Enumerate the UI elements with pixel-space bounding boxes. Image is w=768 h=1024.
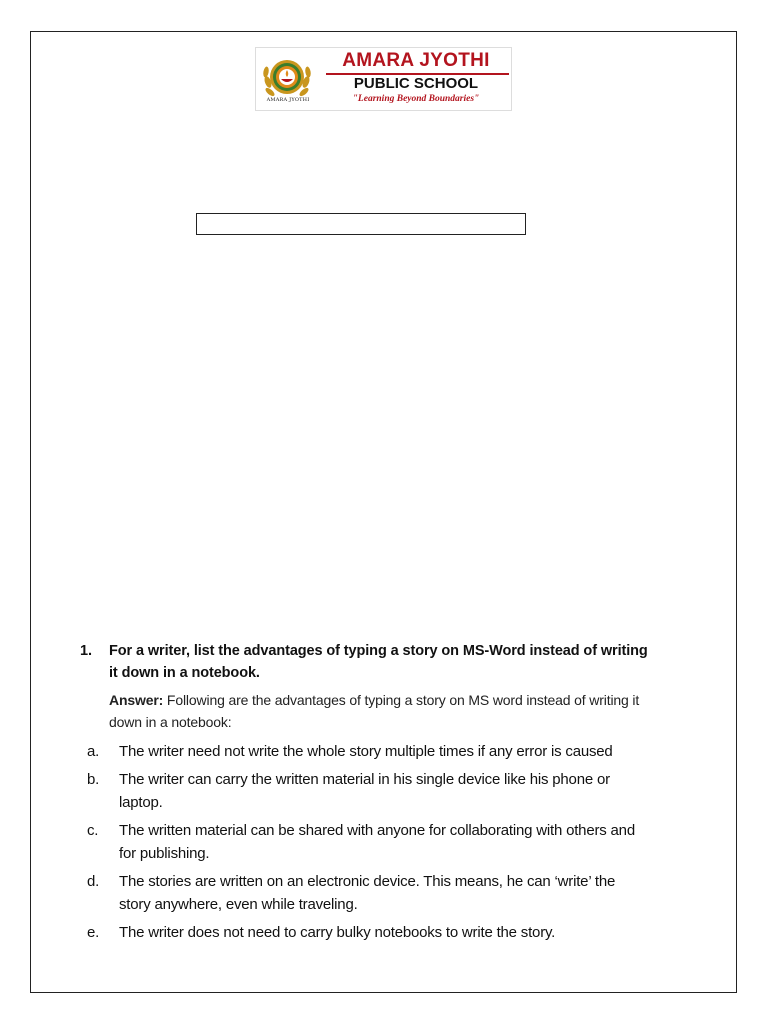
- school-logo: [255, 47, 512, 111]
- question-section: [80, 640, 650, 948]
- list-item: [80, 870, 650, 917]
- school-name: AMARA JYOTHI: [342, 50, 490, 71]
- school-subtitle: PUBLIC SCHOOL: [353, 75, 479, 92]
- answer-points: [80, 740, 650, 944]
- answer-text: Following are the advantages of typing a story on MS word instead of writing it down in a notebook:: [109, 692, 640, 730]
- question-text: For a writer, list the advantages of typing a story on MS-Word instead of writing it down in a notebook.: [109, 643, 648, 681]
- list-item: [80, 819, 650, 866]
- list-item-letter: d.: [87, 872, 100, 890]
- answer: [109, 689, 650, 733]
- list-item-text: The written material can be shared with anyone for collaborating with others and for publishing.: [119, 821, 635, 862]
- answer-label: Answer:: [109, 692, 164, 708]
- list-item: [80, 768, 650, 815]
- list-item: [80, 921, 650, 945]
- list-item-text: The stories are written on an electronic device. This means, he can ‘write’ the story anywhere, even while traveling.: [119, 872, 616, 913]
- list-item-text: The writer need not write the whole story multiple times if any error is caused: [119, 743, 613, 760]
- list-item-text: The writer can carry the written material in his single device like his phone or laptop.: [119, 770, 610, 811]
- list-item-letter: a.: [87, 743, 100, 760]
- title-box: [196, 213, 526, 235]
- emblem-caption: AMARA JYOTHI: [266, 97, 310, 103]
- question: [80, 640, 650, 684]
- list-item: [80, 740, 650, 764]
- list-item-letter: b.: [87, 770, 100, 788]
- school-tagline: "Learning Beyond Boundaries": [352, 94, 480, 104]
- list-item-letter: e.: [87, 923, 100, 941]
- list-item-text: The writer does not need to carry bulky notebooks to write the story.: [119, 923, 556, 941]
- question-number: 1.: [80, 643, 92, 659]
- list-item-letter: c.: [87, 821, 99, 839]
